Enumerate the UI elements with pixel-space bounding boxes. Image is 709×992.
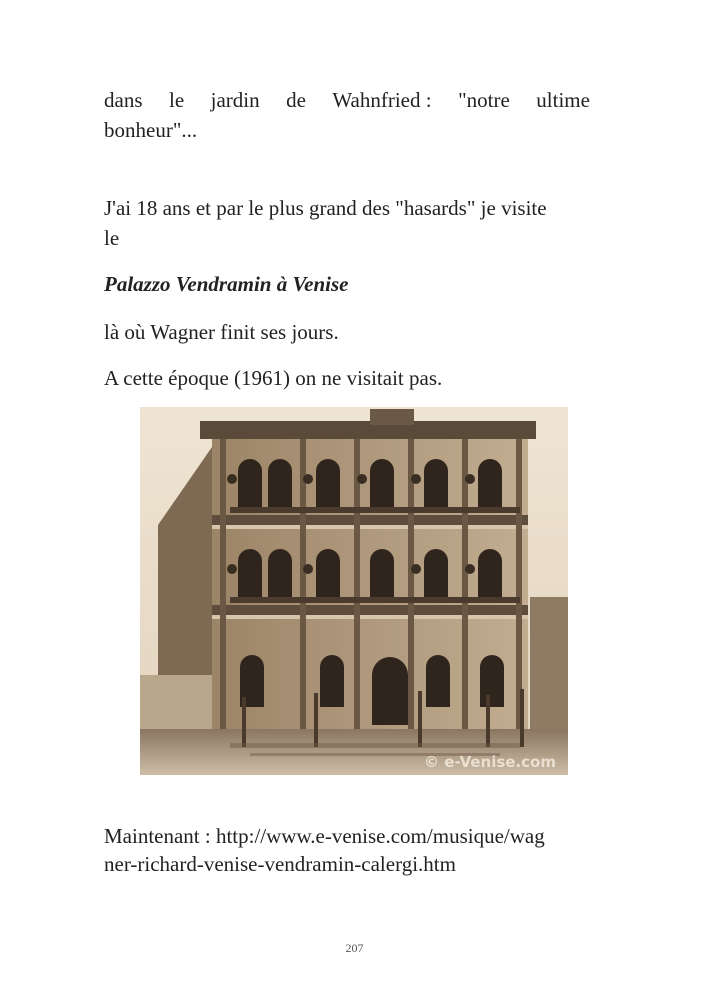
paragraph-line-5: là où Wagner finit ses jours. — [104, 320, 339, 344]
paragraph-line-2: bonheur"... — [104, 118, 198, 142]
palazzo-vendramin-photo — [140, 407, 568, 775]
word: "notre — [458, 88, 510, 112]
paragraph-line-3: J'ai 18 ans et par le plus grand des "hasards" je visite — [104, 196, 547, 220]
paragraph-line-6: A cette époque (1961) on ne visitait pas. — [104, 366, 443, 390]
word: Wahnfried : — [332, 88, 432, 112]
paragraph-line-4: le — [104, 226, 120, 250]
word: le — [168, 88, 185, 112]
page-number: 207 — [345, 941, 364, 955]
word: de — [286, 88, 306, 112]
paragraph-line-1 — [104, 86, 590, 114]
photo-watermark: © e-Venise.com — [424, 753, 556, 771]
subtitle-palazzo: Palazzo Vendramin à Venise — [104, 272, 349, 296]
link-line-2[interactable]: ner-richard-venise-vendramin-calergi.htm — [104, 852, 456, 876]
link-line-1[interactable]: Maintenant : http://www.e-venise.com/musique/wag — [104, 824, 545, 848]
word: ultime — [536, 88, 590, 112]
word: jardin — [210, 88, 260, 112]
word: dans — [104, 88, 143, 112]
